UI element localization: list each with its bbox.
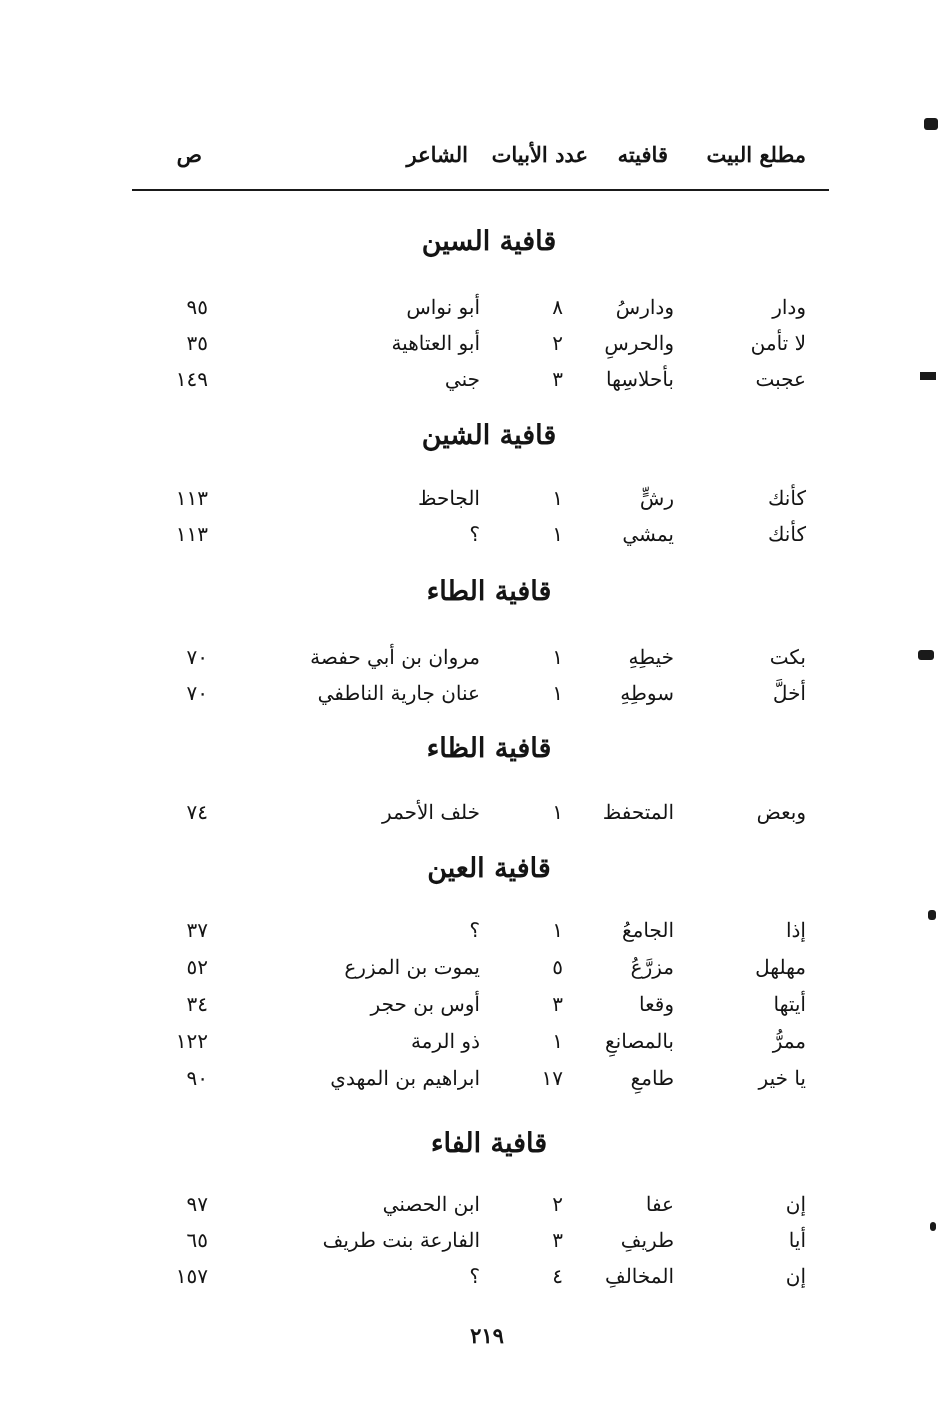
scan-mark (924, 118, 938, 130)
page-cell: ١٥٧ (175, 1264, 208, 1288)
count-cell: ١ (552, 800, 563, 824)
section-heading (0, 853, 938, 884)
qafia-cell: مزرَّعُ (630, 955, 674, 979)
matla-cell: لا تأمن (750, 331, 806, 355)
qafia-cell: طريفِ (620, 1228, 674, 1252)
qafia-cell: الجامعُ (621, 918, 674, 942)
poet-cell: يموت بن المزرع (344, 955, 480, 979)
qafia-cell: بأحلاسِها (605, 367, 674, 391)
page-cell: ٩٠ (186, 1066, 208, 1090)
table-row (0, 645, 938, 675)
qafia-cell: عفا (645, 1192, 674, 1216)
poet-cell: جني (444, 367, 480, 391)
matla-cell: إن (785, 1192, 806, 1216)
matla-cell: أيا (788, 1228, 806, 1252)
matla-cell: أيتها (773, 992, 806, 1016)
section-title: قافية الفاء (430, 1128, 548, 1159)
scan-mark (920, 372, 936, 380)
count-cell: ٤ (552, 1264, 563, 1288)
page-cell: ٣٥ (186, 331, 208, 355)
count-cell: ١ (552, 681, 563, 705)
qafia-cell: خيطِهِ (628, 645, 674, 669)
section-heading (0, 226, 938, 257)
section-title: قافية الظاء (426, 733, 552, 764)
table-row (0, 992, 938, 1022)
header-rule (132, 189, 829, 191)
page-cell: ١٤٩ (175, 367, 208, 391)
count-cell: ١ (552, 486, 563, 510)
count-cell: ٣ (552, 367, 563, 391)
page-cell: ١١٣ (175, 522, 208, 546)
table-row (0, 331, 938, 361)
table-row (0, 1066, 938, 1096)
count-cell: ٢ (552, 1192, 563, 1216)
scan-mark (928, 910, 936, 920)
matla-cell: بكت (769, 645, 806, 669)
poet-cell: أبو العتاهية (391, 331, 480, 355)
section-heading (0, 576, 938, 607)
matla-cell: وبعض (756, 800, 806, 824)
poet-cell: مروان بن أبي حفصة (310, 645, 480, 669)
scan-mark (918, 650, 934, 660)
qafia-cell: بالمصانعِ (605, 1029, 674, 1053)
header-count: عدد الأبيات (491, 142, 588, 167)
count-cell: ١ (552, 522, 563, 546)
page-cell: ٩٧ (186, 1192, 208, 1216)
section-title: قافية السين (421, 226, 557, 257)
count-cell: ١ (552, 645, 563, 669)
count-cell: ١ (552, 918, 563, 942)
qafia-cell: وقعا (639, 992, 674, 1016)
page-cell: ٧٠ (186, 681, 208, 705)
table-row (0, 1192, 938, 1222)
poet-cell: ؟ (469, 522, 480, 546)
header-poet: الشاعر (406, 142, 468, 167)
qafia-cell: سوطِهِ (620, 681, 674, 705)
table-row (0, 1228, 938, 1258)
table-row (0, 918, 938, 948)
matla-cell: مهلهل (755, 955, 806, 979)
count-cell: ٥ (552, 955, 563, 979)
matla-cell: أخلَّ (772, 681, 806, 705)
section-title: قافية العين (427, 853, 551, 884)
table-row (0, 486, 938, 516)
poet-cell: الفارعة بنت طريف (322, 1228, 480, 1252)
matla-cell: كأنك (767, 522, 806, 546)
qafia-cell: يمشي (622, 522, 674, 546)
table-row (0, 800, 938, 830)
qafia-cell: طامعِ (630, 1066, 674, 1090)
table-row (0, 681, 938, 711)
qafia-cell: رشٍّ (639, 486, 674, 510)
poet-cell: ابراهيم بن المهدي (330, 1066, 480, 1090)
table-row (0, 295, 938, 325)
poet-cell: أوس بن حجر (370, 992, 480, 1016)
header-page: ص (176, 142, 202, 167)
page-cell: ٩٥ (186, 295, 208, 319)
header-qafia: قافيته (617, 142, 668, 167)
section-heading (0, 420, 938, 451)
count-cell: ٨ (552, 295, 563, 319)
table-row (0, 1264, 938, 1294)
section-heading (0, 1128, 938, 1159)
matla-cell: ممرُّ (772, 1029, 806, 1053)
page-cell: ٥٢ (186, 955, 208, 979)
poet-cell: ابن الحصني (382, 1192, 480, 1216)
section-heading (0, 733, 938, 764)
count-cell: ٢ (552, 331, 563, 355)
page-number-wrap (0, 1323, 938, 1348)
section-title: قافية الشين (421, 420, 557, 451)
matla-cell: يا خير (758, 1066, 806, 1090)
count-cell: ٣ (552, 992, 563, 1016)
matla-cell: إذا (785, 918, 806, 942)
page-cell: ٦٥ (186, 1228, 208, 1252)
count-cell: ١٧ (541, 1066, 563, 1090)
page-cell: ٧٤ (186, 800, 208, 824)
qafia-cell: المخالفِ (604, 1264, 674, 1288)
page-cell: ١١٣ (175, 486, 208, 510)
qafia-cell: ودارسُ (615, 295, 674, 319)
table-row (0, 955, 938, 985)
poet-cell: ذو الرمة (410, 1029, 480, 1053)
page-cell: ٣٤ (186, 992, 208, 1016)
scan-mark (930, 1222, 936, 1231)
count-cell: ٣ (552, 1228, 563, 1252)
page-cell: ٧٠ (186, 645, 208, 669)
matla-cell: عجبت (755, 367, 806, 391)
poet-cell: ؟ (469, 918, 480, 942)
poet-cell: ؟ (469, 1264, 480, 1288)
section-title: قافية الطاء (426, 576, 552, 607)
poet-cell: خلف الأحمر (382, 800, 480, 824)
qafia-cell: المتحفظ (602, 800, 674, 824)
page-cell: ١٢٢ (175, 1029, 208, 1053)
matla-cell: إن (785, 1264, 806, 1288)
page-cell: ٣٧ (186, 918, 208, 942)
page-number: ٢١٩ (470, 1323, 504, 1348)
poet-cell: الجاحظ (417, 486, 480, 510)
count-cell: ١ (552, 1029, 563, 1053)
poet-cell: عنان جارية الناطفي (317, 681, 480, 705)
table-row (0, 522, 938, 552)
header-matla: مطلع البيت (706, 142, 806, 167)
matla-cell: كأنك (767, 486, 806, 510)
table-row (0, 1029, 938, 1059)
table-row (0, 367, 938, 397)
matla-cell: ودار (772, 295, 806, 319)
poet-cell: أبو نواس (406, 295, 480, 319)
qafia-cell: والحرسِ (604, 331, 674, 355)
